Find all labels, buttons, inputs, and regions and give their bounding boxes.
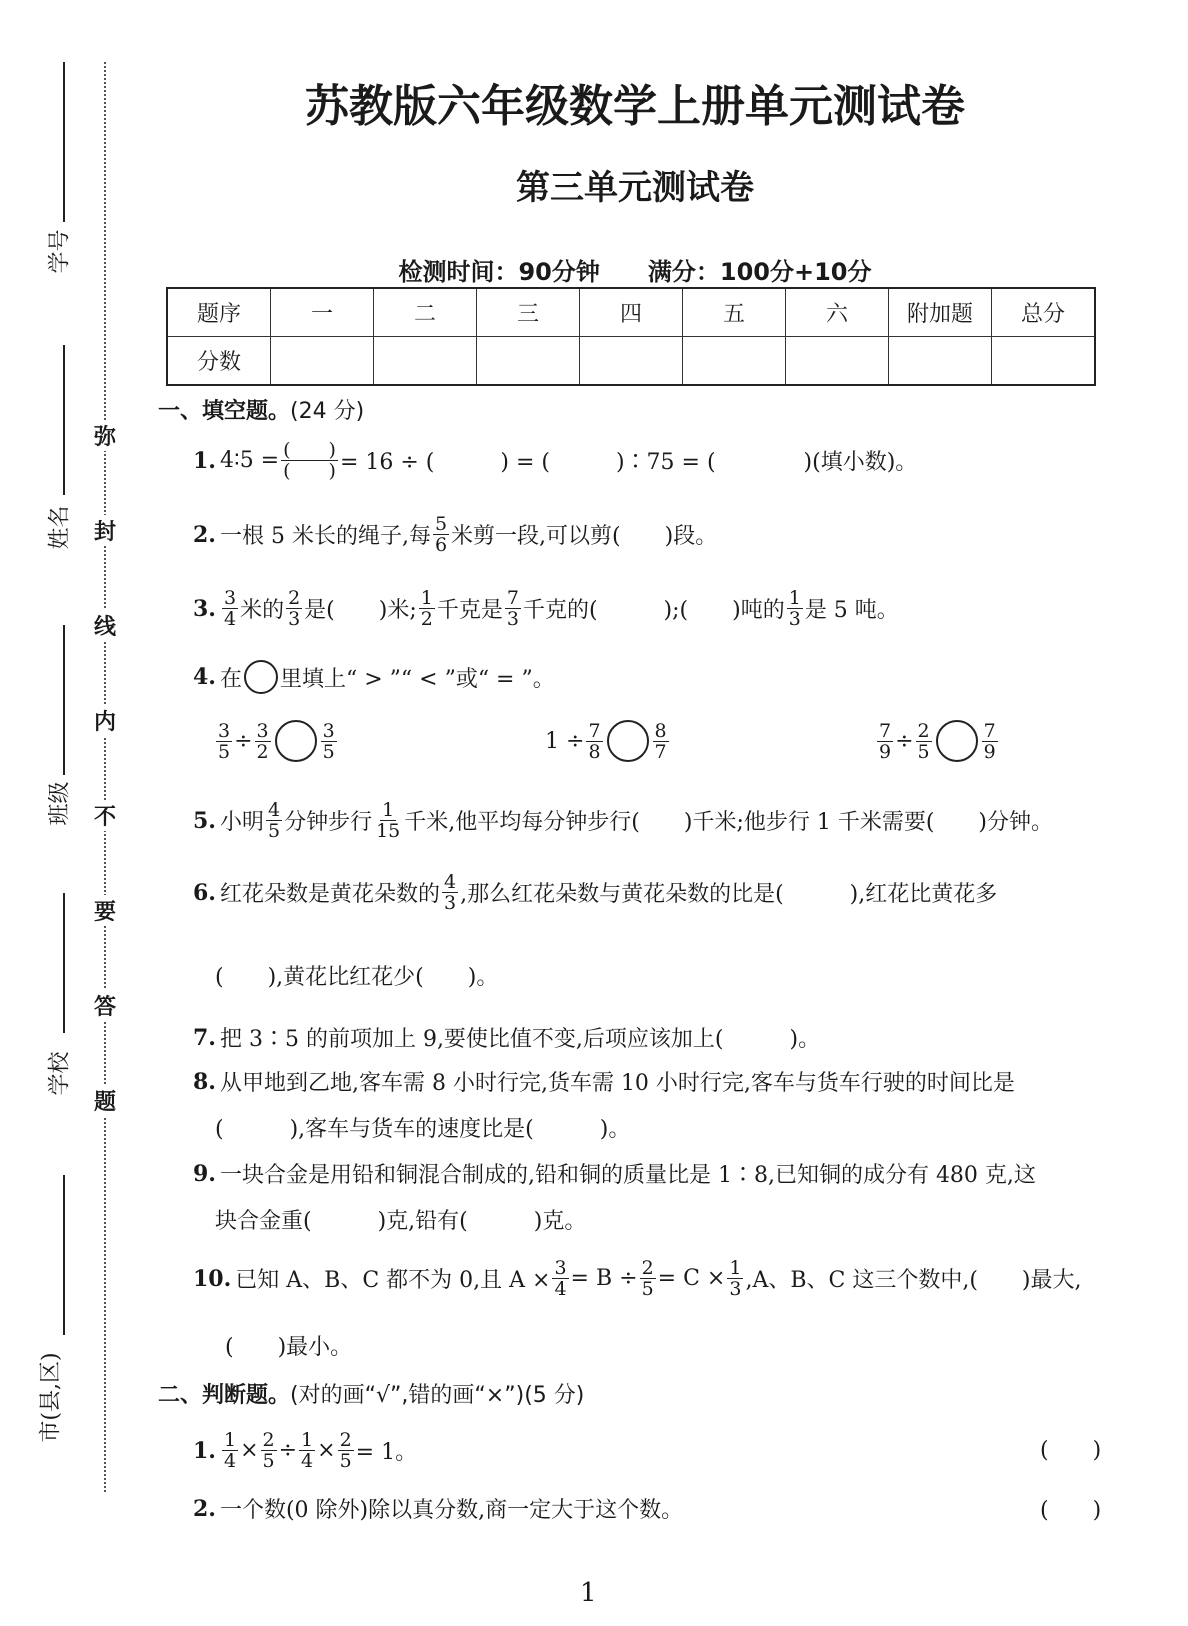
fraction-numerator: 1 [729, 1257, 742, 1279]
answer-circle[interactable] [607, 720, 649, 762]
q10-text-4: ,A、B、C 这三个数中,( )最大, [745, 1268, 1082, 1293]
q2-text-a: 一根 5 米长的绳子,每 [219, 524, 431, 549]
fraction-numerator: 7 [879, 719, 892, 742]
question-number: 3. [193, 595, 216, 622]
question-7 [193, 1022, 820, 1053]
operator: ÷ [895, 728, 914, 754]
fraction-denominator: 9 [983, 740, 996, 763]
fraction [299, 1430, 315, 1471]
question-5 [193, 800, 1053, 841]
fraction-numerator: 2 [917, 719, 930, 742]
q6-text-1: 红花朵数是黄花朵数的 [219, 882, 440, 907]
fraction-numerator: 3 [554, 1257, 567, 1279]
q3-text-5: 是 5 吨。 [804, 598, 899, 623]
q3-fraction-2 [286, 588, 302, 629]
question-number: 2. [193, 1495, 216, 1522]
question-1 [193, 440, 917, 481]
score-table-header-cell: 四 [580, 288, 683, 337]
fraction [338, 1430, 354, 1471]
operator: ÷ [278, 1438, 298, 1463]
student-no-label: 学号 [47, 229, 73, 274]
fraction [266, 800, 282, 841]
page-number: 1 [580, 1578, 597, 1608]
score-cell[interactable] [580, 337, 683, 386]
fraction [653, 721, 669, 762]
q3-fraction-5 [787, 588, 803, 629]
fraction [982, 721, 998, 762]
fraction [255, 721, 271, 762]
judge-1-answer-bracket[interactable]: ( ) [1040, 1438, 1102, 1463]
fraction [216, 721, 232, 762]
judge-2 [193, 1493, 683, 1524]
fraction-numerator: 1 [223, 1429, 237, 1451]
question-3 [193, 588, 899, 629]
seal-char: 答 [90, 990, 120, 1021]
q10-text-2: = B ÷ [570, 1266, 638, 1291]
q7-text: 把 3∶5 的前项加上 9,要使比值不变,后项应该加上( )。 [219, 1027, 821, 1052]
section2-note: (对的画“√”,错的画“×”)(5 分) [290, 1383, 585, 1408]
q3-text-1: 米的 [240, 598, 285, 623]
fraction-denominator: 5 [339, 1450, 352, 1472]
fraction-numerator: 5 [434, 513, 448, 535]
fraction-denominator: 4 [554, 1278, 567, 1300]
score-table [166, 287, 1096, 386]
score-table-score-row [167, 337, 1095, 386]
fraction-numerator: 3 [218, 719, 231, 742]
question-6-line2: ( ),黄花比红花少( )。 [215, 965, 499, 990]
fraction [727, 1258, 743, 1299]
fraction-denominator: 5 [917, 740, 930, 763]
fraction-numerator: ( ) [283, 439, 336, 461]
fraction-denominator: 4 [301, 1450, 314, 1472]
fraction-denominator: 7 [654, 740, 667, 763]
side-line-3 [63, 625, 65, 775]
fraction-denominator: 9 [879, 740, 892, 763]
expression-lead: 1 ÷ [545, 728, 585, 754]
fraction-denominator: 6 [434, 534, 448, 556]
q3-fraction-3 [419, 588, 435, 629]
question-number: 6. [193, 879, 216, 906]
fraction-denominator: 4 [223, 1450, 237, 1472]
side-line-2 [63, 345, 65, 495]
section1-score: (24 分) [290, 399, 365, 424]
fraction-numerator: 2 [339, 1429, 352, 1451]
question-9 [193, 1158, 1036, 1189]
q1-text-b: = 16 ÷ ( ) = ( )∶75 = ( )(填小数)。 [339, 450, 918, 475]
q9-line1: 一块合金是用铅和铜混合制成的,铅和铜的质量比是 1∶8,已知铜的成分有 480 克,这 [219, 1163, 1036, 1188]
score-table-header-cell: 三 [477, 288, 580, 337]
q1-fraction [281, 440, 338, 481]
q4-expression-1 [214, 720, 339, 762]
q3-text-3: 千克是 [436, 598, 503, 623]
fraction-numerator: 7 [983, 719, 996, 742]
seal-char: 内 [90, 705, 120, 736]
fraction-numerator: 3 [322, 719, 335, 742]
question-10-line2: ( )最小。 [225, 1335, 353, 1360]
q3-text-4: 千克的( );( )吨的 [522, 598, 785, 623]
side-line-5 [63, 1175, 65, 1335]
seal-char: 弥 [90, 420, 120, 451]
question-8 [193, 1066, 1015, 1097]
question-number: 5. [193, 807, 216, 834]
q8-line1: 从甲地到乙地,客车需 8 小时行完,货车需 10 小时行完,客车与货车行驶的时间比是 [219, 1071, 1015, 1096]
q3-fraction-1 [222, 588, 238, 629]
page-title: 苏教版六年级数学上册单元测试卷 [305, 81, 965, 132]
fraction-numerator: 3 [223, 587, 237, 609]
fraction-denominator: 3 [788, 608, 801, 630]
fraction [586, 721, 602, 762]
answer-circle[interactable] [936, 720, 978, 762]
score-table-header-cell: 附加题 [889, 288, 992, 337]
fraction-denominator: 4 [223, 608, 237, 630]
q1-text-a: 4∶5 = [219, 448, 280, 473]
fraction-numerator: 7 [588, 719, 601, 742]
q4-text-a: 在 [219, 666, 242, 692]
compare-circle-icon [244, 660, 278, 694]
fraction-denominator: 3 [288, 608, 301, 630]
school-label: 学校 [47, 1051, 73, 1096]
fraction-denominator: 15 [376, 820, 401, 842]
score-cell[interactable] [477, 337, 580, 386]
score-table-header-cell: 总分 [992, 288, 1096, 337]
fraction-numerator: 8 [654, 719, 667, 742]
page-subtitle: 第三单元测试卷 [516, 168, 754, 208]
q4-expression-2 [545, 720, 671, 762]
section1-heading [158, 394, 364, 425]
q4-text-b: 里填上“ > ”“ < ”或“ = ”。 [279, 666, 555, 692]
fraction-numerator: 4 [443, 871, 457, 893]
q5-text-3: 千米,他平均每分钟步行( )千米;他步行 1 千米需要( )分钟。 [404, 810, 1054, 835]
fraction-denominator: 3 [729, 1278, 742, 1300]
fraction-denominator: 2 [420, 608, 433, 630]
score-row-label: 分数 [167, 337, 271, 386]
section2-heading [158, 1378, 584, 1409]
fraction-denominator: 5 [262, 1450, 275, 1472]
fraction-denominator: 5 [322, 740, 335, 763]
question-number: 9. [193, 1160, 216, 1187]
score-cell[interactable] [374, 337, 477, 386]
q2-text-b: 米剪一段,可以剪( )段。 [451, 524, 718, 549]
q10-text-3: = C × [657, 1266, 726, 1291]
q5-text-2: 分钟步行 [284, 810, 373, 835]
section2-title: 二、判断题。 [158, 1383, 291, 1408]
question-number: 8. [193, 1068, 216, 1095]
score-table-header-cell: 六 [786, 288, 889, 337]
side-line-4 [63, 893, 65, 1033]
score-table-header-cell: 题序 [167, 288, 271, 337]
question-9-line2: 块合金重( )克,铅有( )克。 [215, 1209, 587, 1234]
q6-text-2: ,那么红花朵数与黄花朵数的比是( ),红花比黄花多 [460, 882, 998, 907]
score-table-header-cell: 一 [271, 288, 374, 337]
fraction-numerator: 7 [506, 587, 519, 609]
question-number: 10. [193, 1265, 232, 1292]
score-table-header-cell: 五 [683, 288, 786, 337]
operator: × [317, 1438, 336, 1463]
fraction-denominator: 3 [506, 608, 519, 630]
q4-expression-3 [875, 720, 1000, 762]
fraction [442, 872, 458, 913]
city-label: 市(县,区) [38, 1352, 64, 1443]
score-cell[interactable] [889, 337, 992, 386]
fraction-numerator: 2 [288, 587, 301, 609]
answer-circle[interactable] [275, 720, 317, 762]
score-table-header-cell: 二 [374, 288, 477, 337]
q3-fraction-4 [505, 588, 521, 629]
fraction-denominator: 5 [218, 740, 231, 763]
question-number: 2. [193, 521, 216, 548]
question-number: 4. [193, 664, 216, 690]
fraction [640, 1258, 656, 1299]
fraction [222, 1430, 238, 1471]
score-cell[interactable] [271, 337, 374, 386]
judge-1 [193, 1430, 417, 1471]
q10-text-1: 已知 A、B、C 都不为 0,且 A × [235, 1268, 551, 1293]
question-2 [193, 514, 717, 555]
score-cell[interactable] [683, 337, 786, 386]
fraction [261, 1430, 277, 1471]
seal-char: 不 [90, 800, 120, 831]
score-table-header-row [167, 288, 1095, 337]
question-10 [193, 1258, 1081, 1299]
score-cell[interactable] [992, 337, 1096, 386]
seal-char: 线 [90, 610, 120, 641]
fraction-denominator: 2 [256, 740, 269, 763]
fraction-numerator: 1 [788, 587, 801, 609]
name-label: 姓名 [47, 505, 73, 550]
fraction-numerator: 3 [256, 719, 269, 742]
fraction-numerator: 4 [267, 799, 281, 821]
fraction-numerator: 1 [420, 587, 433, 609]
question-number: 1. [193, 447, 216, 474]
fraction [877, 721, 893, 762]
section1-title: 一、填空题。 [158, 399, 291, 424]
j1-tail: = 1。 [355, 1440, 418, 1465]
fraction [552, 1258, 568, 1299]
exam-info: 检测时间：90分钟 满分：100分+10分 [398, 258, 872, 286]
question-4 [193, 660, 555, 694]
judge-2-answer-bracket[interactable]: ( ) [1040, 1498, 1102, 1523]
fraction-denominator: 5 [641, 1278, 654, 1300]
question-number: 7. [193, 1024, 216, 1051]
fraction-numerator: 2 [641, 1257, 654, 1279]
question-6 [193, 872, 997, 913]
fraction-denominator: ( ) [283, 460, 336, 482]
score-cell[interactable] [786, 337, 889, 386]
seal-char: 要 [90, 895, 120, 926]
seal-char: 封 [90, 515, 120, 546]
fraction [321, 721, 337, 762]
j2-text: 一个数(0 除外)除以真分数,商一定大于这个数。 [219, 1498, 684, 1523]
q5-text-1: 小明 [219, 810, 264, 835]
fraction [916, 721, 932, 762]
fraction-numerator: 1 [301, 1429, 314, 1451]
operator: × [240, 1438, 259, 1463]
fraction-denominator: 3 [443, 892, 457, 914]
fraction-denominator: 5 [267, 820, 281, 842]
fraction [374, 800, 402, 841]
seal-char: 题 [90, 1085, 120, 1116]
question-number: 1. [193, 1437, 216, 1464]
question-8-line2: ( ),客车与货车的速度比是( )。 [215, 1117, 631, 1142]
operator: ÷ [234, 728, 253, 754]
fraction-denominator: 8 [588, 740, 601, 763]
q2-fraction [433, 514, 449, 555]
fraction-numerator: 2 [262, 1429, 275, 1451]
fraction-numerator: 1 [382, 799, 395, 821]
q3-text-2: 是( )米; [304, 598, 417, 623]
class-label: 班级 [47, 781, 73, 826]
